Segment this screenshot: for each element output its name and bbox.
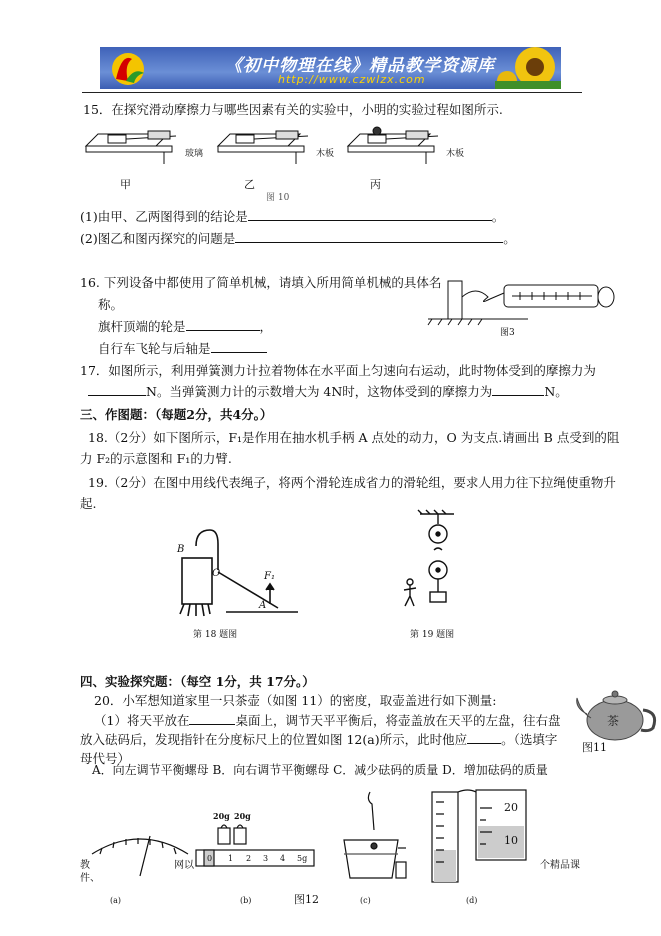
q17-line2 xyxy=(88,382,568,400)
q20-line3-a: 放入砝码后，发现指针在分度标尺上的位置如图 12(a)所示，此时他应 xyxy=(80,732,468,747)
fig12-sub-b: (b) xyxy=(240,896,252,905)
sunflower-icon xyxy=(495,47,561,89)
q15-label-yi: 乙 xyxy=(244,178,255,191)
footer-fragment-left2: 件、 xyxy=(80,873,100,884)
q20-line3-b: 。（选填字 xyxy=(501,732,558,747)
q16-line3-text: 旗杆顶端的轮是 xyxy=(98,319,186,334)
fig18-label-o: O xyxy=(212,568,221,579)
fig19-caption: 第 19 题图 xyxy=(410,630,455,640)
q19-line1: 19.（2分）在图中用线代表绳子，将两个滑轮连成省力的滑轮组，要求人用力往下拉绳使重物升 xyxy=(88,475,616,490)
q15-part1-text: (1)由甲、乙两图得到的结论是 xyxy=(80,209,248,224)
q15-part2 xyxy=(80,229,516,247)
q15-stem: 15．在探究滑动摩擦力与哪些因素有关的实验中，小明的实验过程如图所示. xyxy=(83,102,503,117)
q17-friction-blank[interactable] xyxy=(88,383,146,396)
q20-action-blank[interactable] xyxy=(467,731,501,744)
banner-title: 《初中物理在线》精品教学资源库 xyxy=(225,56,495,76)
q16-pulley-blank[interactable] xyxy=(186,318,260,331)
q15-surface-glass: 玻璃 xyxy=(185,149,204,159)
graduated-cylinder-figure xyxy=(430,788,540,888)
ruler-tick-5: 5g xyxy=(297,854,308,863)
fig18-label-b: B xyxy=(177,544,185,555)
q17-line2-b: N。 xyxy=(544,384,568,399)
footer-fragment-right: 个精品课 xyxy=(540,860,580,871)
ruler-tick-1: 1 xyxy=(228,854,234,863)
q20-line2-a: （1）将天平放在 xyxy=(94,713,190,728)
q16-line4 xyxy=(98,339,267,357)
cylinder-mark-10: 10 xyxy=(504,834,518,847)
fig18-label-f1: F₁ xyxy=(264,571,275,582)
overflow-cup-figure xyxy=(336,790,406,886)
friction-experiment-figure xyxy=(86,122,486,192)
fig12-caption: 图12 xyxy=(294,893,319,906)
fig12-sub-c: (c) xyxy=(360,896,371,905)
ruler-tick-2: 2 xyxy=(246,854,252,863)
fig12-sub-d: (d) xyxy=(466,896,478,905)
ruler-tick-0: 0 xyxy=(207,854,213,863)
spring-scale-figure xyxy=(428,277,628,333)
q16-line3-end: ， xyxy=(259,319,273,334)
banner-url: http://www.czwlzx.com xyxy=(278,73,426,86)
q15-part1-end: 。 xyxy=(491,209,505,224)
q18-line2: 力 F₂的示意图和 F₁的力臂. xyxy=(80,451,232,466)
q19-line2: 起. xyxy=(80,496,97,511)
weights-ruler-figure xyxy=(196,812,316,872)
q20-line4: 母代号） xyxy=(80,751,131,766)
q16-line3 xyxy=(98,317,272,335)
fig18-label-a: A xyxy=(259,600,267,611)
q15-part2-end: 。 xyxy=(503,231,516,246)
q18-line1: 18.（2分）如下图所示，F₁是作用在抽水机手柄 A 点处的动力，O 为支点.请画出 B 点受到的阻 xyxy=(88,430,620,445)
q15-surface-wood-c: 木板 xyxy=(446,149,465,159)
banner-logo-icon xyxy=(108,49,148,89)
weight-label-1: 20g xyxy=(213,811,230,821)
section4-heading: 四、实验探究题：（每空 1分，共 17分。） xyxy=(80,674,315,689)
q15-figure-caption: 图 10 xyxy=(266,193,290,203)
banner xyxy=(100,47,561,89)
q20-line2 xyxy=(94,711,560,729)
teapot-char: 茶 xyxy=(607,714,620,728)
q15-part2-blank[interactable] xyxy=(235,230,503,243)
q15-part1-blank[interactable] xyxy=(248,208,492,221)
q16-line1: 16. 下列设备中都使用了简单机械，请填入所用简单机械的具体名 xyxy=(80,275,442,290)
fig11-caption: 图11 xyxy=(582,741,607,754)
q16-line4-text: 自行车飞轮与后轴是 xyxy=(98,341,211,356)
q15-part2-text: (2)图乙和图丙探究的问题是 xyxy=(80,231,236,246)
fig12-sub-a: (a) xyxy=(110,896,122,905)
pulley-figure xyxy=(400,512,460,622)
q16-line2: 称。 xyxy=(98,297,124,312)
q20-table-surface-blank[interactable] xyxy=(189,712,235,725)
cylinder-mark-20: 20 xyxy=(504,801,518,814)
balance-pointer-figure xyxy=(88,830,198,880)
ruler-tick-4: 4 xyxy=(280,854,286,863)
q17-friction-4n-blank[interactable] xyxy=(492,383,544,396)
footer-fragment-left: 教 xyxy=(80,860,90,871)
q20-line2-b: 桌面上，调节天平平衡后，将壶盖放在天平的左盘，往右盘 xyxy=(235,713,561,728)
q15-part1 xyxy=(80,207,504,225)
q17-line2-a: N。当弹簧测力计的示数增大为 4N时，这物体受到的摩擦力为 xyxy=(146,384,493,399)
q20-line1: 20．小军想知道家里一只茶壶（如图 11）的密度，取壶盖进行如下测量: xyxy=(94,693,497,708)
header-rule xyxy=(82,92,582,93)
q16-figure-caption: 图3 xyxy=(500,328,515,338)
fig18-caption: 第 18 题图 xyxy=(193,630,238,640)
q15-label-bing: 丙 xyxy=(370,178,381,191)
q15-surface-wood-b: 木板 xyxy=(316,149,335,159)
q20-options: A．向左调节平衡螺母 B．向右调节平衡螺母 C．减少砝码的质量 D．增加砝码的质量 xyxy=(92,763,548,777)
q17-line1: 17．如图所示，利用弹簧测力计拉着物体在水平面上匀速向右运动，此时物体受到的摩擦力为 xyxy=(80,363,596,378)
q20-line3 xyxy=(80,730,557,748)
ruler-tick-3: 3 xyxy=(263,854,269,863)
weight-label-2: 20g xyxy=(234,811,251,821)
water-pump-figure xyxy=(166,520,306,620)
section3-heading: 三、作图题：（每题2分，共4分。） xyxy=(80,407,273,422)
q16-wheel-axle-blank[interactable] xyxy=(211,340,267,353)
footer-fragment-mid: 网以 xyxy=(174,860,194,871)
q15-label-jia: 甲 xyxy=(120,178,131,191)
